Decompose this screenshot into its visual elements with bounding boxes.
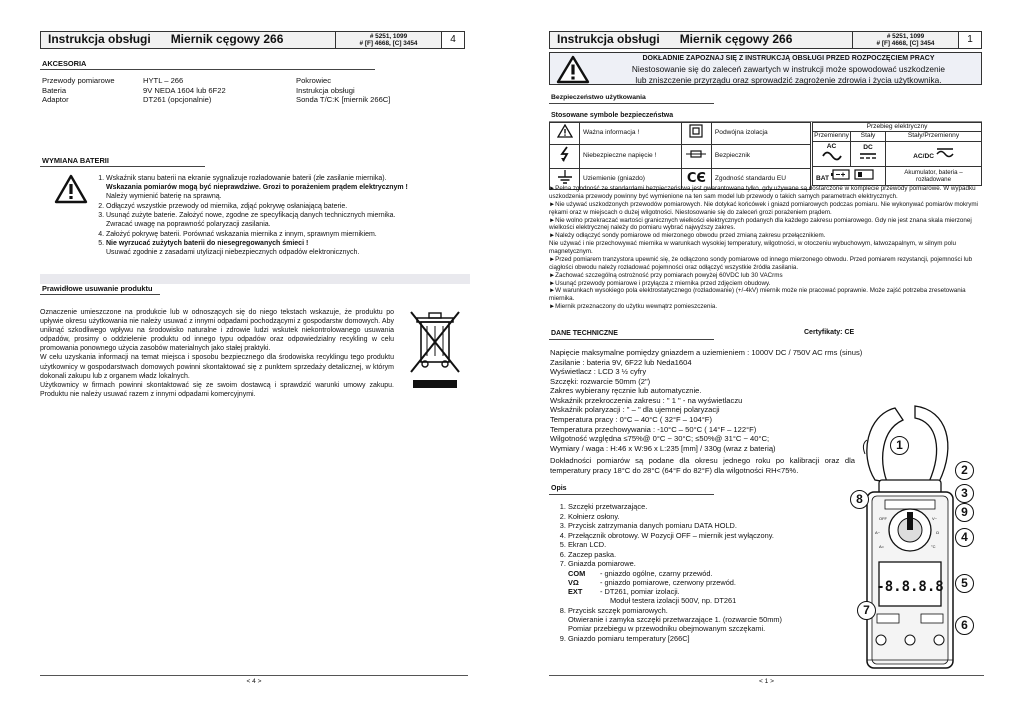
spec-line: Temperatura przechowywania : -10°C – 50°C ( 14°F – 122°F) bbox=[550, 424, 757, 434]
paragraph: W celu uzyskania informacji na temat miejsca i sposobu bezpiecznego dla środowiska recyklingu tego produktu użytkownicy w gospodarstwach domowych powinni skontaktować się z punktem sprzedaży detalicznej, w którym dokonali zakupu lub z organem władz lokalnych. bbox=[40, 354, 394, 380]
accessory-item: DT261 (opcjonalnie) bbox=[143, 95, 212, 105]
weee-bin-icon bbox=[405, 308, 465, 390]
list-item: 8. Przycisk szczęk pomiarowych. Otwieranie i zamyka szczęki przetwarzające 1. (rozwarcie 50mm) Pomiar przebiegu w przewodniku obejmowanym szczękami. bbox=[568, 606, 852, 634]
list-item: ►Nie wolno przekraczać wartości granicznych wielkości elektrycznych podanych dla każdego zakresu pomiarowego. Gdy nie jest znana skala mierzonej wielkości elektrycznej należy do pomiaru wybrać najwyższy zakres. bbox=[549, 216, 972, 232]
callout-9: 9 bbox=[955, 503, 974, 522]
warning-box bbox=[549, 52, 982, 85]
code-line-2: # [F] 4668, [C] 3454 bbox=[359, 40, 418, 47]
acdc-wave-icon bbox=[936, 147, 954, 158]
symbols-table bbox=[549, 122, 811, 190]
callout-3: 3 bbox=[955, 484, 974, 503]
symbol-label: Uziemienie (gniazdo) bbox=[580, 168, 682, 190]
warning-heading: DOKŁADNIE ZAPOZNAJ SIĘ Z INSTRUKCJĄ OBSŁUGI PRZED ROZPOCZĘCIEM PRACY bbox=[642, 55, 935, 62]
callout-1: 1 bbox=[890, 436, 909, 455]
socket-row: EXT - DT261, pomiar izolacji. bbox=[568, 587, 680, 597]
battery-steps bbox=[92, 174, 472, 258]
acdc-label: AC/DC bbox=[913, 152, 935, 160]
safety-title: Bezpieczeństwo użytkowania bbox=[551, 94, 646, 101]
spec-line: Wymiary / waga : H:46 x W:96 x L:235 [mm] / 330g (wraz z baterią) bbox=[550, 443, 776, 453]
divider bbox=[549, 339, 714, 340]
column-header: Stały bbox=[851, 132, 886, 141]
ce-mark-icon: ϹЄ bbox=[681, 168, 711, 190]
list-item: 9. Gniazdo pomiaru temperatury [266C] bbox=[568, 634, 852, 643]
divider bbox=[549, 103, 714, 104]
accessories-col-3 bbox=[296, 76, 390, 105]
double-insulation-icon bbox=[681, 123, 711, 145]
list-item: ►Pełna zgodność ze standardami bezpieczeństwa jest gwarantowana tylko, gdy używane są dostarczone w komplecie przewody pomiarowe. W wypadku uszkodzenia przewody powinny być wymienione na ten sam model lub przewody o takich samych parametrach elektrycznych. bbox=[549, 185, 976, 200]
footer-rule bbox=[40, 675, 468, 676]
spec-line: Zasilanie : bateria 9V, 6F22 lub Neda1604 bbox=[550, 357, 692, 367]
dc-symbol-icon bbox=[859, 152, 877, 160]
ac-wave-icon bbox=[822, 151, 842, 161]
callout-2: 2 bbox=[955, 461, 974, 480]
certificates: Certyfikaty: CE bbox=[804, 329, 855, 336]
list-item: 3. Usunąć zużyte baterie. Założyć nowe, zgodne ze specyfikacją danych technicznych miernika. Zwracać uwagę na poprawność polaryzacji zasilania. bbox=[106, 211, 472, 229]
list-item: ►Miernik przeznaczony do użytku wewnątrz pomieszczenia. bbox=[549, 303, 718, 311]
list-item: ►Zachować szczególną ostrożność przy pomiarach powyżej 60VDC lub 30 VACrms bbox=[549, 271, 783, 279]
accessories-col-2 bbox=[143, 76, 226, 105]
symbols-title: Stosowane symbole bezpieczeństwa bbox=[551, 112, 674, 119]
product-name: Miernik cęgowy 266 bbox=[170, 32, 284, 47]
tech-title: DANE TECHNICZNE bbox=[551, 330, 618, 337]
page-header bbox=[40, 31, 465, 49]
symbol-label: Podwójna izolacja bbox=[711, 123, 810, 145]
paragraph: Użytkownicy w firmach powinni skontaktować się ze swoim dostawcą i sprawdzić warunki umowy zakupu. Produktu nie należy usuwać razem z innymi odpadami komercyjnymi. bbox=[40, 381, 394, 398]
svg-text:OFF: OFF bbox=[879, 516, 887, 521]
list-item: 5. Ekran LCD. bbox=[568, 540, 852, 549]
description-title: Opis bbox=[551, 485, 567, 492]
spec-line: Wyświetlacz : LCD 3 ½ cyfry bbox=[550, 367, 647, 377]
accessories-col-1 bbox=[42, 76, 115, 105]
svg-text:A=: A= bbox=[879, 544, 885, 549]
accessory-item: Bateria bbox=[42, 85, 67, 95]
dc-label: DC bbox=[863, 143, 873, 151]
list-item: 4. Założyć pokrywę baterii. Porównać wskazania miernika z innym, sprawnym miernikiem. bbox=[106, 230, 472, 239]
spec-line: Zakres wybierany ręcznie lub automatycznie. bbox=[550, 386, 702, 396]
code-line-1: # 5251, 1099 bbox=[886, 32, 925, 40]
spec-line: Temperatura pracy : 0°C – 40°C ( 32°F – 104°F) bbox=[550, 414, 712, 424]
manual-title: Instrukcja obsługi bbox=[557, 32, 660, 47]
list-item: 5. Nie wyrzucać zużytych baterii do niesegregowanych śmieci ! Usuwać zgodnie z zasadami utylizacji niebezpiecznych odpadów elektronicznych. bbox=[106, 239, 472, 257]
list-item: 1. Szczęki przetwarzające. bbox=[568, 502, 852, 511]
accessory-item: HYTL – 266 bbox=[143, 76, 184, 85]
code-line-2: # [F] 4668, [C] 3454 bbox=[876, 40, 935, 47]
safety-bullets bbox=[549, 185, 984, 311]
fuse-icon bbox=[681, 144, 711, 168]
svg-text:V~: V~ bbox=[932, 516, 938, 521]
list-item: ►Przed pomiarem tranzystora upewnić się, że odłączono sondy pomiarowe od innego mierzonego obwodu. Przed pomiarem rezystancji, pojemności lub ciągłości obwodu należy rozładować pojemności oraz odłączyć wszystkie źródła zasilania. bbox=[549, 255, 973, 271]
symbol-label: Zgodność standardu EU bbox=[711, 168, 810, 190]
warning-triangle-icon bbox=[54, 174, 88, 204]
callout-8: 8 bbox=[850, 490, 869, 509]
list-item: 6. Zaczep paska. bbox=[568, 550, 852, 559]
warning-text: Niestosowanie się do zaleceń zawartych w instrukcji może spowodować uszkodzenie bbox=[631, 63, 946, 74]
warning-triangle-icon bbox=[550, 123, 580, 145]
list-item: ►W warunkach wysokiego pola elektrostatycznego (rozładowanie) (+/-4kV) miernik może nie pracować poprawnie. Może zajść potrzeba zresetowania miernika. bbox=[549, 287, 966, 303]
page-right bbox=[512, 0, 1024, 724]
waveform-title: Przebieg elektryczny bbox=[813, 123, 982, 132]
callout-5: 5 bbox=[955, 574, 974, 593]
manual-title: Instrukcja obsługi bbox=[48, 32, 151, 47]
shaded-band bbox=[40, 274, 470, 284]
spec-line: Wilgotność względna ≤75%@ 0°C ~ 30°C; ≤50%@ 31°C ~ 40°C; bbox=[550, 434, 770, 444]
spec-line: Napięcie maksymalne pomiędzy gniazdem a uziemieniem : 1000V DC / 750V AC rms (sinus) bbox=[550, 348, 863, 357]
list-item: 4. Przełącznik obrotowy. W Pozycji OFF – miernik jest wyłączony. bbox=[568, 531, 852, 540]
divider bbox=[40, 166, 205, 167]
parts-list bbox=[552, 502, 852, 643]
accessories-title: AKCESORIA bbox=[42, 59, 87, 68]
symbol-label: Bezpiecznik bbox=[711, 144, 810, 168]
accessory-item: Przewody pomiarowe bbox=[42, 76, 115, 85]
footer-rule bbox=[549, 675, 984, 676]
accessory-item: Instrukcja obsługi bbox=[296, 85, 355, 95]
list-item: 1. Wskaźnik stanu baterii na ekranie sygnalizuje rozładowanie baterii (złe zasilanie miernika). Wskazania pomiarów mogą być nieprawdziwe. Grozi to porażeniem prądem elektrycznym ! Należy wymienić baterię na sprawną. bbox=[106, 174, 472, 201]
page-number: 4 bbox=[442, 32, 464, 48]
divider bbox=[40, 294, 160, 295]
spec-line: Wskaźnik polaryzacji : " ‒ " dla ujemnej polaryzacji bbox=[550, 405, 720, 415]
ac-label: AC bbox=[826, 142, 837, 150]
callout-7: 7 bbox=[857, 601, 876, 620]
svg-text:A~: A~ bbox=[875, 530, 881, 535]
waveform-table bbox=[812, 122, 982, 186]
column-header: Stały/Przemienny bbox=[885, 132, 981, 141]
list-item: 3. Przycisk zatrzymania danych pomiaru DATA HOLD. bbox=[568, 521, 852, 530]
accuracy-note: Dokładności pomiarów są podane dla okresu jednego roku po kalibracji oraz dla temperatury pracy 18°C do 28°C (64°F do 82°F) dla wilgotności RH<75%. bbox=[550, 456, 855, 475]
svg-text:°C: °C bbox=[931, 544, 936, 549]
lcd-readout: -8.8.8.8 bbox=[876, 579, 944, 595]
paragraph: Oznaczenie umieszczone na produkcie lub w odnoszących się do niego tekstach wskazuje, że produktu po upływie okresu użytkowania nie należy usuwać z innymi odpadami pochodzącymi z gospodarstw domowych. Aby uniknąć szkodliwego wpływu na środowisko naturalne i zdrowie ludzi wskutek niekontrolowanego usuwania odpadów, prosimy o oddzielenie produktu od innego typu odpadów oraz odpowiedzialny recykling w celu promowania ponownego użycia zasobów materialnych jako stałej praktyki. bbox=[40, 309, 394, 353]
list-item: ►Należy odłączyć sondy pomiarowe od mierzonego obwodu przed zmianą zakresu przełącznikiem. bbox=[549, 232, 826, 240]
warning-text: lub zniszczenie przyrządu oraz sprowadzić zagrożenie zdrowia i życia użytkownika. bbox=[635, 74, 942, 85]
footer-page-number: < 1 > bbox=[758, 678, 775, 685]
list-item: ►Usunąć przewody pomiarowe i przyłącza z miernika przed zdjęciem obudowy. bbox=[549, 279, 771, 287]
divider bbox=[549, 494, 714, 495]
symbol-label: Ważna informacja ! bbox=[580, 123, 682, 145]
spec-line: Szczęki: rozwarcie 50mm (2") bbox=[550, 376, 651, 386]
callout-4: 4 bbox=[955, 528, 974, 547]
svg-text:Ω: Ω bbox=[936, 530, 939, 535]
list-item: Nie używać i nie przechowywać miernika w warunkach wysokiej temperatury, wilgotności, w otoczeniu wybuchowym, łatwozapalnym, w silnym polu magnetycznym. bbox=[549, 240, 956, 255]
list-item: 2. Kołnierz osłony. bbox=[568, 512, 852, 521]
accessory-item: 9V NEDA 1604 lub 6F22 bbox=[143, 85, 226, 95]
warning-triangle-icon bbox=[556, 55, 590, 84]
socket-row: Moduł testera izolacji 500V, np. DT261 bbox=[610, 596, 737, 606]
bat-label: BAT bbox=[816, 174, 830, 182]
socket-row: COM - gniazdo ogólne, czarny przewód. bbox=[568, 568, 713, 578]
high-voltage-icon bbox=[550, 144, 580, 168]
list-item: 2. Odłączyć wszystkie przewody od miernika, zdjąć pokrywę osłaniającą baterie. bbox=[106, 202, 472, 211]
page-header bbox=[549, 31, 982, 49]
code-line-1: # 5251, 1099 bbox=[369, 32, 408, 40]
product-name: Miernik cęgowy 266 bbox=[679, 32, 793, 47]
battery-low-icon bbox=[831, 169, 875, 180]
battery-title: WYMIANA BATERII bbox=[42, 156, 109, 165]
bat-description: Akumulator, bateria – rozładowane bbox=[885, 166, 981, 185]
symbol-label: Niebezpieczne napięcie ! bbox=[580, 144, 682, 168]
accessory-item: Adaptor bbox=[42, 95, 69, 105]
list-item: 7. Gniazda pomiarowe. COM - gniazdo ogólne, czarny przewód. VΩ - gniazdo pomiarowe, czerwony przewód. EXT - DT261, pomiar izolacji. Moduł testera izolacji 500V, np. DT261 bbox=[568, 559, 852, 605]
accessory-item: Sonda T/C:K [miernik 266C] bbox=[296, 95, 391, 105]
tech-specs bbox=[550, 348, 875, 475]
divider bbox=[40, 69, 375, 70]
column-header: Przemienny bbox=[814, 132, 849, 140]
list-item: ►Nie używać uszkodzonych przewodów pomiarowych. Nie dotykać końcówek i gniazd pomiarowych podczas pomiaru. Nie wykonywać pomiarów mokrymi rękami oraz w miejscach o dużej wilgotności. Niestosowanie się do zaleceń grozi porażeniem prądem. bbox=[549, 200, 978, 216]
page-number: 1 bbox=[959, 32, 981, 48]
disposal-title: Prawidłowe usuwanie produktu bbox=[42, 284, 153, 293]
callout-6: 6 bbox=[955, 616, 974, 635]
accessory-item: Pokrowiec bbox=[296, 76, 332, 85]
disposal-text bbox=[40, 308, 394, 399]
spec-line: Wskaźnik przekroczenia zakresu : " 1 " - na wyświetlaczu bbox=[550, 395, 743, 405]
footer-page-number: < 4 > bbox=[246, 678, 262, 685]
socket-row: VΩ - gniazdo pomiarowe, czerwony przewód. bbox=[568, 577, 736, 587]
